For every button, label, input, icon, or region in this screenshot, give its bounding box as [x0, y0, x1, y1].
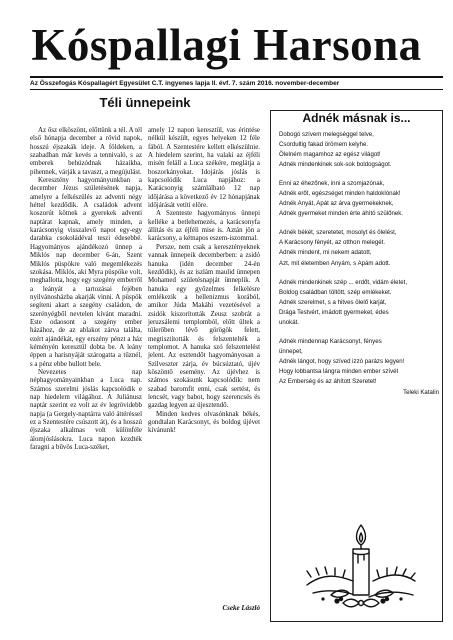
poem-signature: Teleki Katalin: [403, 389, 439, 397]
article-paragraph: Nevezetes nap néphagyományainkban a Luca nap. Számos szerelmi jóslás kapcsolódik e nap hiedelem világához. A Juliánusz naptár szerint ez volt az év legrövidebb napja (a Gergely-naptárra való áttéréssel ez a Szentestére csúszott át), és a hosszú éjszaka alkalmas volt különféle álomjóslásokra. Luca napon kezdték faragni a bűvös Luca-széket,: [30, 368, 142, 452]
poem-stanza: [279, 130, 439, 170]
article-paragraph: amely 12 napon keresztül, vas érintése nélkül készült, egyes helyeken 12 féle fából. A Szentestére kellett elkészülnie. A hiedelem szerint, ha valaki az éjféli misén feláll a Luca székére, meglátja a boszorkányokat. Idojárás jóslás is kapcsolódik Luca napjához: a Karácsonyig számlálható 12 nap időjárása a következő év 12 hónapjának időjárását vetíti előre.: [148, 127, 260, 210]
masthead-rule-top: [30, 76, 443, 78]
article-paragraph: Az ősz elköszönt, előttünk a tél. A tél első hónapja december a rövid napok, hosszú éjszakák ideje. A földeken, a szabadban már kevés a tennivaló, s az emberek behúzódnak házaikba, pihennek, várják a tavaszt, a megújulást.: [30, 127, 142, 176]
issue-line: Az Összefogás Kóspallagért Egyesület C.T. ingyenes lapja II. évf. 7. szám 2016. november-december: [30, 80, 340, 87]
article-paragraph: Keresztény hagyományunkban a december Jézus születésének napja, amelyre a felkészülés az adventi négy héttel kezdődik. A családok advent koszorút kötnek a gyerekek adventi naptárat kapnak, amely minden, a karácsonyig visszalevő napot egy-egy darabka csokoládéval teszi édesebbé. Hagyományos ajándékozó ünnep a Miklós nap december 6-án, Szent Miklós püspökre való megemlékezés szokása. Miklós, aki Myra püspöke volt, meghallotta, hogy egy szegény emberről a leányát a tartozásai fejében nyilvánosházba akarják vinni. A püspök segíteni akart a szegény családon, de szerényégből nevtelen kívánt maradni. Este odaosont a szegény ember házához, de az ablakot zárva találta, ezért ajándékát, egy erszény pénzt a ház kéményén keresztül dobta be. A leány éppen a harisnyáját szárogatta a tűznél, s a pénz ebbe hullott bele.: [30, 177, 142, 368]
poem-line: Drága Testvért, imádott gyermeket, édes: [279, 308, 389, 316]
poem-stanza: [279, 228, 439, 268]
poem-line: Adnék békét, szeretetet, mosolyt és ölelést,: [279, 229, 397, 237]
poem-stanza: [279, 278, 439, 328]
poem-line: Dobogó szívem melegséggel telve,: [279, 131, 374, 138]
poem-title: Adnék másnak is...: [302, 111, 411, 125]
poem-line: Adnék mindenkinek szép ... erdőt, vidám életet,: [279, 278, 408, 286]
poem-line: Hogy lobbantsa lángra minden ember szívét: [279, 367, 399, 375]
poem-stanza: [279, 179, 439, 219]
poem-line: Adnék szerelmet, s a hitves ölelő karját,: [279, 298, 387, 306]
article-author: Cseke László: [222, 604, 260, 612]
poem-stanza: [279, 337, 439, 387]
article-paragraph: Persze, nem csak a keresztényeknek vannak ünnepeik decemberben: a zsidó hanuka (idén december 24-én kezdődik), és az iszlám maulid ünnepen Mohamed születésnapját ünneplik. A hanuka egy győzelmes felkelésre emlékezik a hellenizmus korából, amikor Júda Makábi vezetésével a zsidók kiszorították Zeusz szobrát a jeruzsálemi templomból, előtt ültek a túlerőben lévő görögök felett, megtisztították és felszentelték a templomot. A hanuka szó felszentelést jelent. Az esztendőt hagyományosan a Szilveszter zárja, év búcsúztató, újév köszöntő esemény. Az újévhez is számos szokásunk kapcsolódik: nem szabad baromfit enni, csak sertést, és lencsét, vagy babot, hogy szerencsés és gazdag legyen az újesztendő.: [148, 243, 260, 410]
poem-line: Ölelném magamhoz az egész világot!: [279, 151, 381, 159]
poem-line: A Karácsony fényét, az otthon melegét.: [279, 239, 386, 247]
poem-line: Enni az éhezőnek, inni a szomjazónak,: [279, 180, 385, 188]
masthead-rule-bottom: [30, 89, 443, 90]
poem-line: Adnék mindennap Karácsonyt, fényes: [279, 337, 382, 345]
poem-line: Azt, mit életemben Anyám, s Apám adott.: [279, 259, 391, 267]
poem-line: Adnék mindenkinek sok-sok boldogságot.: [279, 161, 392, 169]
poem-line: Boldog családban töltött, szép emlékeket.: [279, 288, 392, 296]
article-paragraph: Minden kedves olvasónknak békés, gondtalan Karácsonyt, és boldog újévet kívánunk!: [148, 410, 260, 435]
article-title: Téli ünnepeink: [99, 95, 191, 110]
christmas-candle-ornament-icon: [303, 515, 419, 611]
article-paragraph: A Szenteste hagyományos ünnepi kelléke a betlehemezés, a karácsonyfa állítás és az éjféli mise is. Aztán jön a karácsony, a kétnapos eszem-iszommal.: [148, 210, 260, 243]
poem-line: Csordultig fakad örömem kelyhe.: [279, 141, 369, 149]
poem-line: Adnék lángot, hogy szíved izzó parázs legyen!: [279, 357, 405, 365]
article-column-2: [148, 127, 260, 436]
poem-line: Adnék mindent, mi nekem adatott,: [279, 249, 372, 257]
poem-line: Adnék erőt, egészséget minden haldoklónak!: [279, 190, 401, 198]
poem-line: ünnepet,: [279, 347, 303, 355]
poem-line: unokát.: [279, 318, 299, 326]
poem-body: [279, 130, 439, 398]
poem-line: Adnék Anyát, Apát az árva gyermekeknek,: [279, 200, 394, 208]
article-column-1: [30, 127, 142, 452]
masthead-title: Kóspallagi Harsona: [31, 20, 422, 70]
poem-line: Az Emberség és az áhított Szeretet!: [279, 377, 377, 385]
poem-line: Adnék gyermeket minden érte áhító szülőnek.: [279, 210, 403, 218]
